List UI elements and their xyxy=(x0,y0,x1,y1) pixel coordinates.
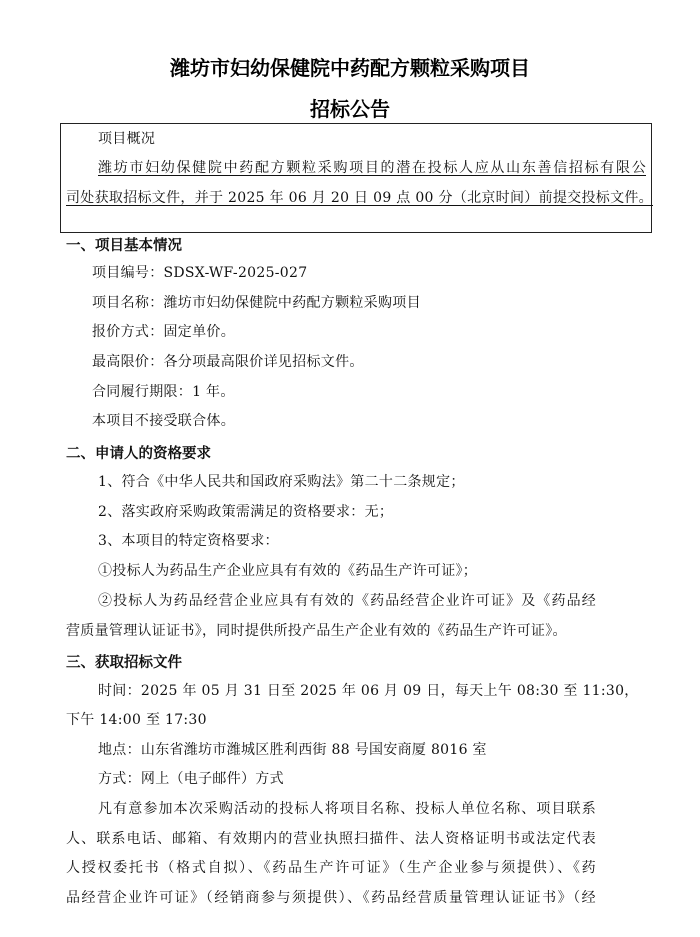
time-line-2: 下午 14:00 至 17:30 xyxy=(66,712,207,728)
consortium-note: 本项目不接受联合体。 xyxy=(92,413,235,429)
paragraph-line-2: 人、联系电话、邮箱、有效期内的营业执照扫描件、法人资格证明书或法定代表 xyxy=(66,831,596,847)
section-2-heading: 二、申请人的资格要求 xyxy=(66,446,211,462)
method: 方式：网上（电子邮件）方式 xyxy=(98,771,284,787)
overview-text-line-1: 潍坊市妇幼保健院中药配方颗粒采购项目的潜在投标人应从山东善信招标有限公 xyxy=(98,160,646,176)
section-1-heading: 一、项目基本情况 xyxy=(66,238,182,254)
project-name: 项目名称：潍坊市妇幼保健院中药配方颗粒采购项目 xyxy=(92,295,421,311)
max-price: 最高限价：各分项最高限价详见招标文件。 xyxy=(92,354,364,370)
overview-label: 项目概况 xyxy=(98,131,156,147)
document-subtitle: 招标公告 xyxy=(310,97,390,121)
overview-text-line-2: 司处获取招标文件，并于 2025 年 06 月 20 日 09 点 00 分（北京时间）前提交投标文件。 xyxy=(66,190,653,206)
requirement-3: 3、本项目的特定资格要求： xyxy=(98,533,279,549)
requirement-3a: ①投标人为药品生产企业应具有有效的《药品生产许可证》； xyxy=(98,563,478,579)
contract-period: 合同履行期限：1 年。 xyxy=(92,384,235,400)
quote-method: 报价方式：固定单价。 xyxy=(92,324,235,340)
requirement-3b-line-2: 营质量管理认证证书》，同时提供所投产品生产企业有效的《药品生产许可证》。 xyxy=(66,623,567,639)
requirement-1: 1、符合《中华人民共和国政府采购法》第二十二条规定； xyxy=(98,474,465,490)
paragraph-line-4: 品经营企业许可证》（经销商参与须提供）、《药品经营质量管理认证证书》（经 xyxy=(66,890,596,906)
time-line-1: 时间：2025 年 05 月 31 日至 2025 年 06 月 09 日，每天上午 08:30 至 11:30， xyxy=(98,683,639,699)
project-number: 项目编号：SDSX-WF-2025-027 xyxy=(92,265,308,281)
requirement-2: 2、落实政府采购政策需满足的资格要求：无； xyxy=(98,504,394,520)
paragraph-line-1: 凡有意参加本次采购活动的投标人将项目名称、投标人单位名称、项目联系 xyxy=(98,801,596,817)
requirement-3b-line-1: ②投标人为药品经营企业应具有有效的《药品经营企业许可证》及《药品经 xyxy=(98,593,596,609)
paragraph-line-3: 人授权委托书（格式自拟）、《药品生产许可证》（生产企业参与须提供）、《药 xyxy=(66,860,596,876)
place: 地点：山东省潍坊市潍城区胜利西街 88 号国安商厦 8016 室 xyxy=(98,742,487,758)
section-3-heading: 三、获取招标文件 xyxy=(66,655,182,671)
document-title: 潍坊市妇幼保健院中药配方颗粒采购项目 xyxy=(170,56,530,80)
